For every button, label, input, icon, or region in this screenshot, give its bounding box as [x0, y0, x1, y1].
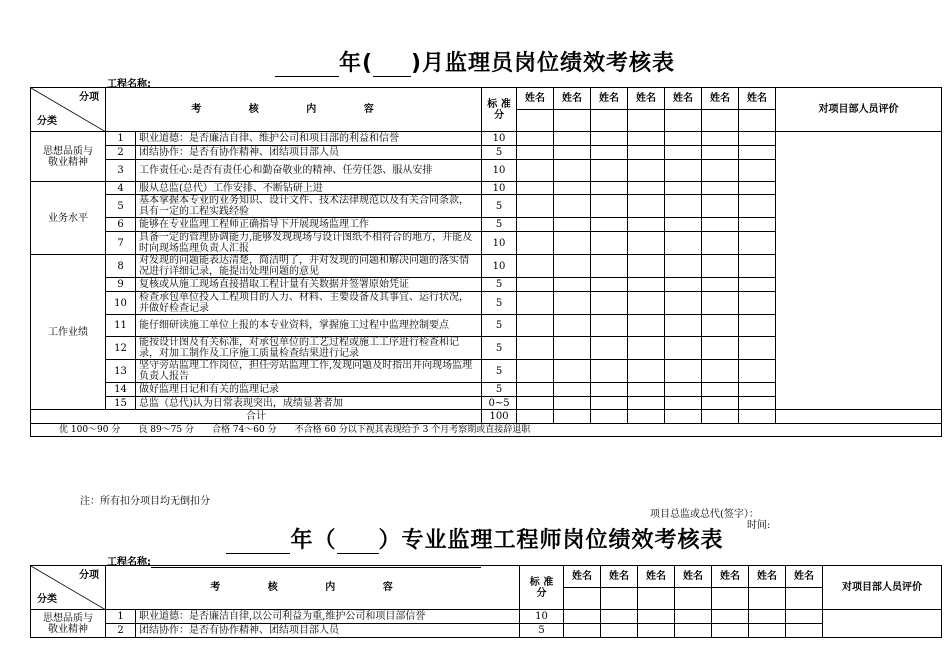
row-number: 15: [106, 397, 136, 410]
score-cell[interactable]: [665, 132, 702, 146]
score-cell[interactable]: [564, 610, 601, 624]
score-cell[interactable]: [601, 624, 638, 638]
score-cell[interactable]: [554, 278, 591, 292]
score-cell[interactable]: [628, 232, 665, 255]
name-cell[interactable]: [554, 110, 591, 132]
score-cell[interactable]: [517, 132, 554, 146]
row-number: 13: [106, 360, 136, 383]
score-cell[interactable]: [665, 292, 702, 315]
score-cell[interactable]: [628, 255, 665, 278]
year-blank: [226, 528, 290, 554]
row-number: 1: [106, 610, 136, 624]
row-number: 14: [106, 383, 136, 397]
header-name: 姓名: [591, 88, 628, 110]
table2: [30, 565, 942, 638]
table1-title: 年( )月监理员岗位绩效考核表: [0, 46, 950, 77]
year-blank: [275, 51, 339, 77]
score-cell[interactable]: [665, 383, 702, 397]
table2-project-name: 工程名称:: [107, 553, 481, 568]
score-cell[interactable]: [554, 146, 591, 160]
standard-score: 5: [482, 337, 517, 360]
score-cell[interactable]: [554, 218, 591, 232]
row-number: 5: [106, 195, 136, 218]
score-cell[interactable]: [628, 182, 665, 195]
header-name: 姓名: [517, 88, 554, 110]
assessment-content: 总监（总代)认为日常表现突出，成绩显著者加: [136, 397, 482, 410]
score-cell[interactable]: [739, 195, 776, 218]
header-name: 姓名: [665, 88, 702, 110]
score-cell[interactable]: [554, 337, 591, 360]
score-cell[interactable]: [554, 195, 591, 218]
score-cell[interactable]: [517, 182, 554, 195]
time-label: 时间:: [747, 520, 771, 531]
assessment-content: 能仔细研读施工单位上报的本专业资料，掌握施工过程中监理控制要点: [136, 315, 482, 337]
category-cell: 思想品质与 敬业精神: [31, 132, 106, 182]
score-cell[interactable]: [712, 610, 749, 624]
row-number: 11: [106, 315, 136, 337]
score-cell[interactable]: [517, 315, 554, 337]
score-cell[interactable]: [675, 610, 712, 624]
name-cell[interactable]: [712, 588, 749, 610]
score-cell[interactable]: [554, 232, 591, 255]
name-cell[interactable]: [675, 588, 712, 610]
score-cell[interactable]: [739, 360, 776, 383]
name-cell[interactable]: [564, 588, 601, 610]
standard-score: 10: [482, 182, 517, 195]
standard-score: 5: [482, 278, 517, 292]
score-cell[interactable]: [517, 337, 554, 360]
score-cell[interactable]: [628, 160, 665, 182]
header-content: 考 核 内 容: [106, 566, 520, 610]
assessment-content: 做好监理日记和有关的监理记录: [136, 383, 482, 397]
score-cell[interactable]: [665, 360, 702, 383]
name-cell[interactable]: [749, 588, 786, 610]
score-cell[interactable]: [665, 397, 702, 410]
standard-score: 5: [482, 383, 517, 397]
standard-score: 5: [482, 360, 517, 383]
standard-score: 10: [520, 610, 564, 624]
standard-score: 10: [482, 132, 517, 146]
score-cell[interactable]: [554, 397, 591, 410]
score-cell[interactable]: [517, 195, 554, 218]
score-cell[interactable]: [591, 146, 628, 160]
score-cell[interactable]: [638, 610, 675, 624]
score-cell[interactable]: [628, 292, 665, 315]
assessment-content: 检查承包单位投入工程项目的人力、材料、主要设备及其事宜、运行状况，并做好检查记录: [136, 292, 482, 315]
header-name: 姓名: [786, 566, 823, 588]
name-cell[interactable]: [591, 110, 628, 132]
row-number: 6: [106, 218, 136, 232]
score-cell[interactable]: [749, 610, 786, 624]
category-cell: 思想品质与 敬业精神: [31, 610, 106, 638]
header-standard: 标 准 分: [482, 88, 517, 132]
score-cell[interactable]: [591, 397, 628, 410]
header-name: 姓名: [628, 88, 665, 110]
header-name: 姓名: [638, 566, 675, 588]
score-cell[interactable]: [786, 610, 823, 624]
row-number: 8: [106, 255, 136, 278]
header-name: 姓名: [739, 88, 776, 110]
standard-score: 5: [482, 218, 517, 232]
score-cell[interactable]: [517, 218, 554, 232]
score-cell[interactable]: [739, 383, 776, 397]
row-number: 2: [106, 624, 136, 638]
score-cell[interactable]: [628, 132, 665, 146]
header-eval: 对项目部人员评价: [776, 88, 942, 132]
score-cell[interactable]: [702, 278, 739, 292]
score-cell[interactable]: [665, 218, 702, 232]
evaluation-cell[interactable]: [823, 610, 942, 638]
score-cell[interactable]: [591, 360, 628, 383]
assessment-content: 能够在专业监理工程师正确指导下开展现场监理工作: [136, 218, 482, 232]
standard-score: 5: [482, 195, 517, 218]
score-cell[interactable]: [739, 292, 776, 315]
standard-score: 5: [482, 146, 517, 160]
header-name: 姓名: [712, 566, 749, 588]
score-cell[interactable]: [591, 292, 628, 315]
score-cell[interactable]: [554, 383, 591, 397]
score-cell[interactable]: [665, 337, 702, 360]
total-score: 100: [482, 410, 517, 424]
score-cell[interactable]: [665, 255, 702, 278]
note-text: 注：所有扣分项目均无倒扣分: [80, 496, 210, 507]
score-cell[interactable]: [554, 255, 591, 278]
score-cell[interactable]: [739, 182, 776, 195]
score-cell[interactable]: [554, 160, 591, 182]
score-cell[interactable]: [517, 383, 554, 397]
score-cell[interactable]: [702, 255, 739, 278]
standard-score: 10: [482, 255, 517, 278]
score-cell[interactable]: [564, 624, 601, 638]
score-cell[interactable]: [665, 232, 702, 255]
name-cell[interactable]: [638, 588, 675, 610]
header-name: 姓名: [601, 566, 638, 588]
score-cell[interactable]: [702, 397, 739, 410]
assessment-content: 团结协作：是否有协作精神、团结项目部人员: [136, 146, 482, 160]
header-name: 姓名: [702, 88, 739, 110]
score-cell[interactable]: [739, 218, 776, 232]
score-cell[interactable]: [517, 232, 554, 255]
blank-field: [337, 528, 379, 554]
score-cell[interactable]: [628, 337, 665, 360]
score-cell[interactable]: [591, 182, 628, 195]
score-cell[interactable]: [591, 232, 628, 255]
score-cell[interactable]: [665, 195, 702, 218]
standard-score: 5: [482, 292, 517, 315]
score-cell[interactable]: [591, 218, 628, 232]
total-label: 合计: [31, 410, 482, 424]
score-cell[interactable]: [628, 278, 665, 292]
score-cell[interactable]: [739, 337, 776, 360]
score-cell[interactable]: [517, 255, 554, 278]
name-cell[interactable]: [786, 588, 823, 610]
score-cell[interactable]: [739, 397, 776, 410]
grade-criteria: 优 100～90 分 良 89～75 分 合格 74～60 分 不合格 60 分以下视其表现给予 3 个月考察期或直接辞退职: [31, 424, 942, 437]
score-cell[interactable]: [702, 132, 739, 146]
score-cell[interactable]: [712, 624, 749, 638]
row-number: 1: [106, 132, 136, 146]
row-number: 7: [106, 232, 136, 255]
score-cell[interactable]: [739, 278, 776, 292]
header-name: 姓名: [675, 566, 712, 588]
score-cell[interactable]: [517, 397, 554, 410]
assessment-content: 工作责任心:是否有责任心和勤奋敬业的精神、任劳任怨、服从安排: [136, 160, 482, 182]
header-standard: 标 准 分: [520, 566, 564, 610]
category-cell: 业务水平: [31, 182, 106, 255]
score-cell[interactable]: [554, 132, 591, 146]
standard-score: 10: [482, 232, 517, 255]
assessment-content: 服从总监(总代）工作安排、不断钻研上进: [136, 182, 482, 195]
score-cell[interactable]: [591, 195, 628, 218]
score-cell[interactable]: [591, 160, 628, 182]
header-name: 姓名: [749, 566, 786, 588]
header-eval: 对项目部人员评价: [823, 566, 942, 610]
name-cell[interactable]: [601, 588, 638, 610]
table1-project-name: 工程名称:: [107, 79, 151, 90]
score-cell[interactable]: [517, 292, 554, 315]
row-number: 9: [106, 278, 136, 292]
score-cell[interactable]: [665, 278, 702, 292]
score-cell[interactable]: [591, 278, 628, 292]
header-item-category: 分项 分类: [31, 88, 106, 132]
score-cell[interactable]: [702, 292, 739, 315]
score-cell[interactable]: [628, 146, 665, 160]
score-cell[interactable]: [517, 160, 554, 182]
score-cell[interactable]: [702, 337, 739, 360]
score-cell[interactable]: [517, 278, 554, 292]
assessment-content: 职业道德：是否廉洁自律,以公司利益为重,维护公司和项目部信誉: [136, 610, 520, 624]
score-cell[interactable]: [702, 218, 739, 232]
score-cell[interactable]: [702, 232, 739, 255]
row-number: 12: [106, 337, 136, 360]
month-blank: [373, 51, 411, 77]
header-item-category: 分项 分类: [31, 566, 106, 610]
score-cell[interactable]: [665, 146, 702, 160]
name-cell[interactable]: [702, 110, 739, 132]
score-cell[interactable]: [628, 195, 665, 218]
score-cell[interactable]: [601, 610, 638, 624]
score-cell[interactable]: [675, 624, 712, 638]
assessment-content: 基本掌握本专业的业务知识、设计文件、技术法律规范以及有关合同条款，具有一定的工程实践经验: [136, 195, 482, 218]
score-cell[interactable]: [749, 624, 786, 638]
score-cell[interactable]: [702, 146, 739, 160]
score-cell[interactable]: [591, 383, 628, 397]
table1: [30, 87, 942, 437]
score-cell[interactable]: [628, 397, 665, 410]
score-cell[interactable]: [517, 360, 554, 383]
score-cell[interactable]: [665, 182, 702, 195]
assessment-content: 团结协作：是否有协作精神、团结项目部人员: [136, 624, 520, 638]
score-cell[interactable]: [591, 255, 628, 278]
score-cell[interactable]: [591, 337, 628, 360]
score-cell[interactable]: [739, 232, 776, 255]
score-cell[interactable]: [665, 160, 702, 182]
row-number: 2: [106, 146, 136, 160]
score-cell[interactable]: [702, 182, 739, 195]
assessment-content: 坚守旁站监理工作岗位，担任旁站监理工作,发现问题及时指出并向现场监理负责人报告: [136, 360, 482, 383]
score-cell[interactable]: [702, 383, 739, 397]
score-cell[interactable]: [628, 218, 665, 232]
signature-label: 项目总监或总代(签字）：: [650, 509, 759, 520]
score-cell[interactable]: [554, 360, 591, 383]
assessment-content: 职业道德：是否廉洁自律、维护公司和项目部的利益和信誉: [136, 132, 482, 146]
score-cell[interactable]: [739, 255, 776, 278]
header-name: 姓名: [554, 88, 591, 110]
assessment-content: 对发现的问题能表达清楚，简洁明了，并对发现的问题和解决问题的落实情况进行详细记录，能提出处理问题的意见: [136, 255, 482, 278]
name-cell[interactable]: [628, 110, 665, 132]
name-cell[interactable]: [739, 110, 776, 132]
name-cell[interactable]: [517, 110, 554, 132]
score-cell[interactable]: [554, 315, 591, 337]
standard-score: 5: [520, 624, 564, 638]
score-cell[interactable]: [628, 315, 665, 337]
score-cell[interactable]: [591, 315, 628, 337]
score-cell[interactable]: [739, 315, 776, 337]
assessment-content: 能按设计图及有关标准，对承包单位的工艺过程或施工工序进行检查和记录，对加工制作及工序施工质量检查结果进行记录: [136, 337, 482, 360]
standard-score: 0~5: [482, 397, 517, 410]
score-cell[interactable]: [554, 182, 591, 195]
header-name: 姓名: [564, 566, 601, 588]
score-cell[interactable]: [739, 146, 776, 160]
score-cell[interactable]: [702, 315, 739, 337]
table2-title: 年（ ）专业监理工程师岗位绩效考核表: [0, 523, 950, 554]
score-cell[interactable]: [517, 146, 554, 160]
header-content: 考 核 内 容: [106, 88, 482, 132]
score-cell[interactable]: [638, 624, 675, 638]
score-cell[interactable]: [591, 132, 628, 146]
row-number: 4: [106, 182, 136, 195]
score-cell[interactable]: [739, 132, 776, 146]
assessment-content: 具备一定的管理协调能力,能够发现现场与设计图纸不相符合的地方，并能及时向现场监理负责人汇报: [136, 232, 482, 255]
score-cell[interactable]: [554, 292, 591, 315]
assessment-content: 复核或从施工现场直接措取工程计量有关数据并签署原始凭证: [136, 278, 482, 292]
score-cell[interactable]: [786, 624, 823, 638]
score-cell[interactable]: [628, 383, 665, 397]
score-cell[interactable]: [739, 160, 776, 182]
name-cell[interactable]: [665, 110, 702, 132]
standard-score: 10: [482, 160, 517, 182]
category-cell: 工作业绩: [31, 255, 106, 410]
standard-score: 5: [482, 315, 517, 337]
score-cell[interactable]: [702, 195, 739, 218]
score-cell[interactable]: [628, 360, 665, 383]
score-cell[interactable]: [665, 315, 702, 337]
evaluation-cell[interactable]: [776, 132, 942, 410]
row-number: 3: [106, 160, 136, 182]
row-number: 10: [106, 292, 136, 315]
score-cell[interactable]: [702, 360, 739, 383]
score-cell[interactable]: [702, 160, 739, 182]
